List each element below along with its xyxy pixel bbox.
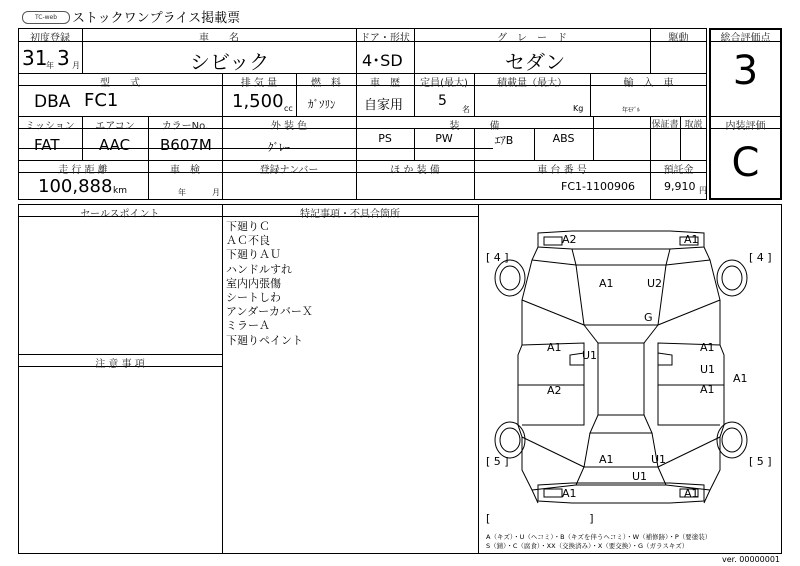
- hdr-notes: 特記事項・不具合箇所: [300, 209, 400, 220]
- mission-value: FAT: [34, 136, 60, 154]
- mark-u1-right: U1: [700, 363, 716, 376]
- deposit-value: 9,910: [664, 180, 696, 193]
- hdr-inspection: 車 検: [170, 165, 200, 176]
- spare-bracket: [ ]: [486, 512, 594, 525]
- mark-a1-hood: A1: [599, 277, 614, 290]
- hdr-deposit: 預託金: [663, 165, 694, 176]
- mark-u1-left: U1: [582, 349, 598, 362]
- hdr-drive: 駆動: [668, 33, 689, 44]
- hdr-car-name: 車 名: [199, 33, 239, 44]
- note-item: アンダーカバーＸ: [226, 305, 313, 319]
- hdr-first-reg: 初度登録: [30, 33, 70, 44]
- tire-fl-bracket: [ 4 ]: [486, 251, 509, 264]
- tire-rl-bracket: [ 5 ]: [486, 455, 509, 468]
- grade-value: セダン: [505, 50, 566, 74]
- tire-fr-bracket: [ 4 ]: [749, 251, 772, 264]
- hdr-overall: 総合評価点: [720, 33, 771, 44]
- month-unit: 月: [72, 61, 80, 70]
- hdr-capacity: 定員(最大): [420, 78, 468, 89]
- note-item: ミラーＡ: [226, 319, 270, 333]
- hdr-color-no: カラーNo.: [161, 121, 209, 132]
- mark-u1-rear: U1: [651, 453, 667, 466]
- hdr-grade: グ レ ー ド: [497, 33, 567, 44]
- hdr-manual: 取説: [684, 120, 703, 130]
- mark-u2-hood: U2: [647, 277, 663, 290]
- chassis-value: FC1-1100906: [561, 180, 635, 193]
- doc-title: ストックワンプライス掲載票: [72, 11, 241, 26]
- equip-ps: PS: [378, 132, 392, 145]
- hdr-aircon: エアコン: [95, 121, 135, 132]
- tire-rr-bracket: [ 5 ]: [749, 455, 772, 468]
- overall-score: 3: [732, 48, 759, 94]
- mark-u1-rear2: U1: [632, 470, 648, 483]
- hdr-model: 型 式: [100, 78, 140, 89]
- capacity-unit: 名: [462, 105, 470, 114]
- hdr-door-shape: ドア・形状: [360, 33, 410, 44]
- car-name-value: シビック: [190, 50, 270, 74]
- interior-score: C: [731, 140, 760, 186]
- import-label: 年ﾓﾃﾞﾙ: [622, 107, 641, 114]
- month-value: 3: [57, 46, 70, 70]
- insp-year-unit: 年: [178, 188, 186, 197]
- mark-a1-top: A1: [684, 233, 699, 246]
- fuel-value: ｶﾞｿﾘﾝ: [308, 98, 336, 111]
- mark-a1-bot-left: A1: [562, 487, 577, 500]
- mark-a2-left: A2: [547, 384, 562, 397]
- hdr-exterior-color: 外 装 色: [270, 121, 308, 132]
- note-item: 下廻りペイント: [226, 333, 303, 347]
- version-label: ver. 00000001: [722, 555, 781, 564]
- model-value: FC1: [84, 90, 119, 111]
- legend-line-1: A（キズ）・U（ヘコミ）・B（キズを伴うヘコミ）・W（補修跡）・P（要塗装）: [486, 533, 712, 541]
- mark-a1-bot-right: A1: [684, 487, 699, 500]
- hdr-warranty: 保証書: [651, 120, 679, 130]
- mileage-value: 100,888: [38, 176, 113, 197]
- mark-a1-right: A1: [700, 341, 715, 354]
- logo: TC-web: [22, 11, 70, 24]
- year-value: 31: [22, 46, 48, 70]
- mileage-unit: km: [113, 186, 127, 196]
- hdr-fuel: 燃 料: [311, 78, 341, 89]
- note-item: 室内内張傷: [226, 276, 281, 290]
- hdr-equipment: 装 備: [449, 121, 500, 132]
- hdr-sale-points: セールスポイント: [80, 209, 160, 220]
- note-item: シートしわ: [226, 291, 281, 305]
- equip-abs: ABS: [552, 132, 575, 145]
- deposit-unit: 円: [699, 186, 707, 195]
- exterior-color-value: ｸﾞﾚｰ: [268, 141, 290, 154]
- displacement-unit: cc: [284, 104, 293, 113]
- aircon-value: AAC: [99, 136, 131, 154]
- hdr-load: 積載量（最大）: [497, 78, 567, 89]
- hdr-other-equipment: ほ か 装 備: [390, 165, 440, 176]
- notes-list: [226, 220, 313, 348]
- door-shape-value: 4･SD: [362, 51, 403, 70]
- hdr-reg-number: 登録ナンバー: [259, 165, 319, 176]
- hdr-chassis: 車 台 番 号: [537, 165, 587, 176]
- hdr-import: 輸 入 車: [623, 78, 674, 89]
- hdr-interior: 内装評価: [725, 121, 766, 132]
- capacity-value: 5: [438, 93, 447, 109]
- mark-a1-far: A1: [733, 372, 748, 385]
- color-no-value: B607M: [160, 136, 212, 154]
- hdr-mileage: 走 行 距 離: [58, 165, 108, 176]
- hdr-mission: ミッション: [25, 121, 75, 132]
- equip-pw: PW: [435, 132, 453, 145]
- note-item: 下廻りＡＵ: [226, 248, 281, 262]
- hdr-history: 車 歴: [370, 78, 400, 89]
- mark-a1-rear: A1: [599, 453, 614, 466]
- hdr-caution: 注 意 事 項: [95, 359, 145, 370]
- load-unit: Kg: [573, 104, 584, 113]
- mark-a1-left: A1: [547, 341, 562, 354]
- hdr-displacement: 排 気 量: [240, 78, 278, 89]
- mark-a1-right2: A1: [700, 383, 715, 396]
- year-unit: 年: [46, 61, 54, 70]
- note-item: ＡＣ不良: [226, 234, 270, 248]
- note-item: ハンドルすれ: [226, 262, 292, 276]
- insp-month-unit: 月: [212, 188, 220, 197]
- note-item: 下廻りＣ: [226, 220, 270, 233]
- displacement-value: 1,500: [232, 91, 284, 112]
- equip-airbag: ｴｱB: [494, 134, 514, 147]
- mark-a2-top: A2: [562, 233, 577, 246]
- mark-g-roof: G: [644, 311, 653, 324]
- model-prefix: DBA: [34, 92, 71, 112]
- history-value: 自家用: [364, 98, 404, 113]
- legend-line-2: S（錆）・C（腐食）・XX（交換済み）・X（要交換）・G（ガラスキズ）: [486, 542, 689, 550]
